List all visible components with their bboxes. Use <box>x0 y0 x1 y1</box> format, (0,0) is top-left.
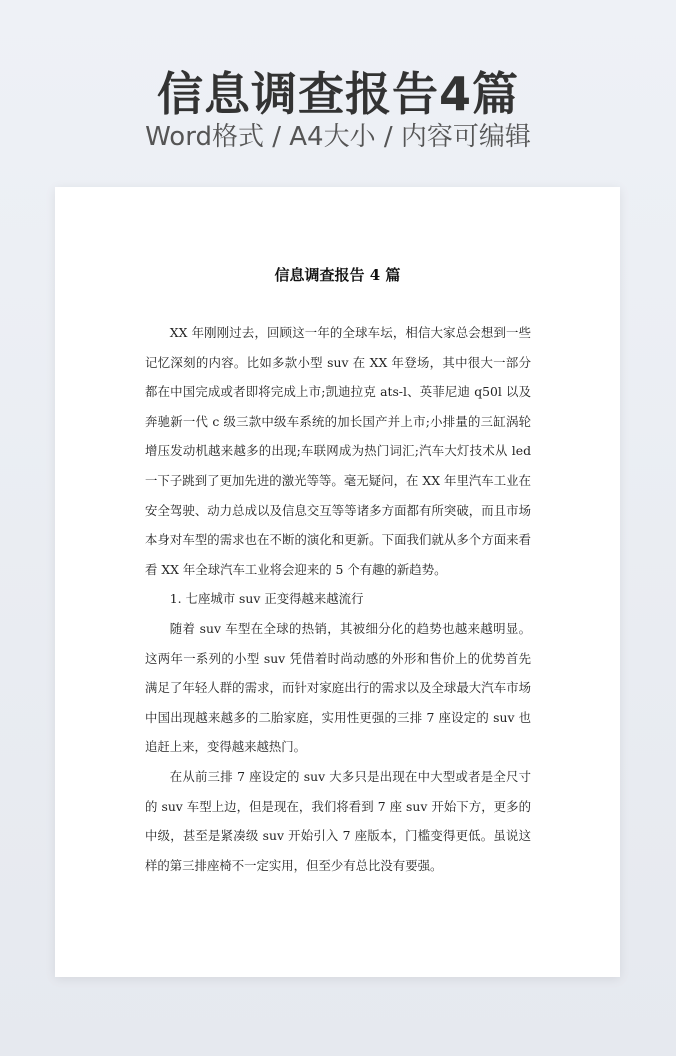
paragraph-seven-seat: 在从前三排 7 座设定的 suv 大多只是出现在中大型或者是全尺寸的 suv 车型上边，但是现在，我们将看到 7 座 suv 开始下方，更多的中级，甚至是紧凑级 suv 开始引入 7 座版本，门槛变得更低。虽说这样的第三排座椅不一定实用，但至少有总比没有要强。 <box>145 768 531 873</box>
banner-title: 信息调查报告4篇 <box>156 67 519 121</box>
document-body <box>145 318 531 880</box>
paragraph-suv-trend: 随着 suv 车型在全球的热销，其被细分化的趋势也越来越明显。这两年一系列的小型 suv 凭借着时尚动感的外形和售价上的优势首先满足了年轻人群的需求，而针对家庭出行的需求以及全球最大汽车市场中国出现越来越多的二胎家庭，实用性更强的三排 7 座设定的 suv 也追赶上来，变得越来越热门。 <box>145 620 531 755</box>
document-title: 信息调查报告 4 篇 <box>274 266 401 284</box>
paragraph-intro: XX 年刚刚过去，回顾这一年的全球车坛，相信大家总会想到一些记忆深刻的内容。比如多款小型 suv 在 XX 年登场，其中很大一部分都在中国完成或者即将完成上市;凯迪拉克 ats-l、英菲尼迪 q50l 以及奔驰新一代 c 级三款中级车系统的加长国产并上市;小排量的三缸涡轮增压发动机越来越多的出现;车联网成为热门词汇;汽车大灯技术从 led 一下子跳到了更加先进的激光等等。毫无疑问，在 XX 年里汽车工业在安全驾驶、动力总成以及信息交互等等诸多方面都有所突破，而且市场本身对车型的需求也在不断的演化和更新。下面我们就从多个方面来看看 XX 年全球汽车工业将会迎来的 5 个有趣的新趋势。 <box>145 325 531 577</box>
section-heading-1: 1. 七座城市 suv 正变得越来越流行 <box>169 591 364 607</box>
banner-subtitle: Word格式 / A4大小 / 内容可编辑 <box>145 122 531 152</box>
